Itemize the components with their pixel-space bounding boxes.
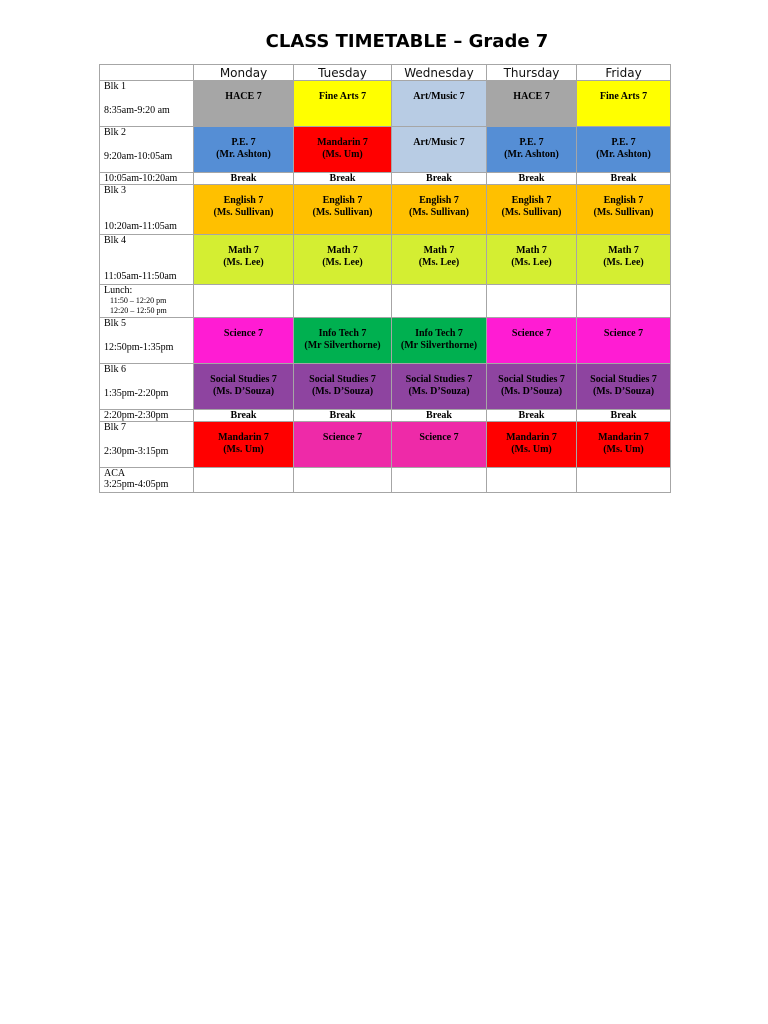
block-label: Blk 6 bbox=[104, 364, 126, 375]
subject-name: Mandarin 7 bbox=[317, 137, 368, 148]
subject-name: Social Studies 7 bbox=[498, 374, 565, 385]
class-cell bbox=[294, 185, 392, 235]
block-label: Blk 7 bbox=[104, 422, 126, 433]
subject-name: Info Tech 7 bbox=[318, 328, 367, 339]
class-cell bbox=[577, 81, 671, 127]
timetable-row bbox=[100, 173, 671, 185]
aca-cell bbox=[100, 468, 194, 493]
block-time: 2:30pm-3:15pm bbox=[104, 446, 169, 457]
subject-name: Mandarin 7 bbox=[218, 432, 269, 443]
class-cell bbox=[392, 127, 487, 173]
subject-name: Social Studies 7 bbox=[405, 374, 473, 385]
break-cell: Break bbox=[194, 173, 294, 185]
block-time: 12:50pm-1:35pm bbox=[104, 342, 174, 353]
class-cell bbox=[392, 235, 487, 285]
empty-cell bbox=[194, 285, 294, 318]
teacher-name: (Ms. D’Souza) bbox=[592, 386, 655, 397]
timetable-row bbox=[100, 185, 671, 235]
timetable-row bbox=[100, 318, 671, 364]
time-cell bbox=[100, 364, 194, 410]
timetable-row bbox=[100, 127, 671, 173]
block-time: 8:35am-9:20 am bbox=[104, 105, 170, 116]
timetable-row bbox=[100, 81, 671, 127]
class-cell bbox=[194, 185, 294, 235]
subject-name: English 7 bbox=[322, 195, 363, 206]
time-cell bbox=[100, 422, 194, 468]
lunch-time: 12:20 – 12:50 pm bbox=[110, 306, 167, 315]
class-cell bbox=[487, 81, 577, 127]
lunch-time: 11:50 – 12:20 pm bbox=[110, 296, 167, 305]
empty-cell bbox=[577, 468, 671, 493]
class-cell bbox=[194, 364, 294, 410]
aca-label: ACA bbox=[104, 468, 126, 479]
teacher-name: (Mr. Ashton) bbox=[596, 149, 651, 160]
break-cell: Break bbox=[194, 410, 294, 422]
class-cell bbox=[194, 127, 294, 173]
class-cell bbox=[294, 318, 392, 364]
subject-name: Math 7 bbox=[608, 245, 639, 256]
subject-name: Art/Music 7 bbox=[413, 91, 465, 102]
header-row bbox=[100, 65, 671, 81]
page-title: CLASS TIMETABLE – Grade 7 bbox=[265, 31, 549, 52]
timetable-row bbox=[100, 468, 671, 493]
teacher-name: (Mr. Ashton) bbox=[504, 149, 559, 160]
class-cell bbox=[392, 81, 487, 127]
block-time: 11:05am-11:50am bbox=[104, 271, 177, 282]
subject-name: Fine Arts 7 bbox=[599, 91, 648, 102]
break-cell: Break bbox=[487, 173, 577, 185]
subject-name: English 7 bbox=[511, 195, 552, 206]
subject-name: Mandarin 7 bbox=[506, 432, 557, 443]
subject-name: Info Tech 7 bbox=[415, 328, 463, 339]
subject-name: Social Studies 7 bbox=[590, 374, 657, 385]
class-cell bbox=[392, 318, 487, 364]
subject-name: Math 7 bbox=[516, 245, 547, 256]
teacher-name: (Ms. Sullivan) bbox=[501, 207, 562, 218]
teacher-name: (Ms. Um) bbox=[511, 444, 552, 455]
class-cell bbox=[194, 422, 294, 468]
aca-time: 3:25pm-4:05pm bbox=[104, 479, 169, 490]
class-cell bbox=[294, 127, 392, 173]
teacher-name: (Ms. D’Souza) bbox=[500, 386, 563, 397]
empty-cell bbox=[577, 285, 671, 318]
teacher-name: (Mr Silverthorne) bbox=[304, 340, 381, 351]
subject-name: Science 7 bbox=[511, 328, 552, 339]
break-cell: Break bbox=[392, 410, 487, 422]
class-cell bbox=[194, 318, 294, 364]
timetable-row bbox=[100, 364, 671, 410]
subject-name: Fine Arts 7 bbox=[318, 91, 367, 102]
teacher-name: (Ms. D’Souza) bbox=[408, 386, 470, 397]
class-cell bbox=[194, 81, 294, 127]
class-cell bbox=[487, 318, 577, 364]
subject-name: Science 7 bbox=[223, 328, 264, 339]
break-time-cell: 2:20pm-2:30pm bbox=[100, 410, 194, 422]
lunch-cell bbox=[100, 285, 194, 318]
subject-name: Mandarin 7 bbox=[598, 432, 649, 443]
class-cell bbox=[577, 235, 671, 285]
class-cell bbox=[392, 364, 487, 410]
subject-name: Science 7 bbox=[603, 328, 644, 339]
class-cell bbox=[392, 185, 487, 235]
subject-name: Art/Music 7 bbox=[413, 137, 465, 148]
teacher-name: (Mr. Ashton) bbox=[216, 149, 271, 160]
empty-cell bbox=[487, 468, 577, 493]
timetable-row bbox=[100, 410, 671, 422]
break-cell: Break bbox=[487, 410, 577, 422]
subject-name: Math 7 bbox=[228, 245, 259, 256]
teacher-name: (Ms. Lee) bbox=[511, 257, 552, 268]
break-cell: Break bbox=[577, 173, 671, 185]
time-cell bbox=[100, 318, 194, 364]
teacher-name: (Ms. Lee) bbox=[223, 257, 264, 268]
teacher-name: (Ms. Lee) bbox=[322, 257, 363, 268]
day-header: Friday bbox=[577, 65, 671, 81]
class-cell bbox=[577, 364, 671, 410]
teacher-name: (Ms. Sullivan) bbox=[312, 207, 373, 218]
subject-name: HACE 7 bbox=[513, 91, 550, 102]
empty-cell bbox=[392, 468, 487, 493]
class-cell bbox=[294, 81, 392, 127]
time-cell bbox=[100, 235, 194, 285]
block-time: 9:20am-10:05am bbox=[104, 151, 173, 162]
block-label: Blk 4 bbox=[104, 235, 126, 246]
block-label: Blk 3 bbox=[104, 185, 126, 196]
day-header: Thursday bbox=[487, 65, 577, 81]
teacher-name: (Ms. Um) bbox=[603, 444, 644, 455]
block-label: Blk 5 bbox=[104, 318, 126, 329]
day-header: Tuesday bbox=[294, 65, 392, 81]
break-time-cell: 10:05am-10:20am bbox=[100, 173, 194, 185]
time-cell bbox=[100, 127, 194, 173]
time-cell bbox=[100, 81, 194, 127]
class-cell bbox=[487, 127, 577, 173]
class-cell bbox=[294, 364, 392, 410]
subject-name: P.E. 7 bbox=[519, 137, 544, 148]
class-cell bbox=[294, 422, 392, 468]
class-cell bbox=[294, 235, 392, 285]
class-cell bbox=[577, 422, 671, 468]
teacher-name: (Ms. D’Souza) bbox=[311, 386, 374, 397]
empty-cell bbox=[294, 285, 392, 318]
class-cell bbox=[487, 185, 577, 235]
teacher-name: (Ms. Lee) bbox=[603, 257, 644, 268]
timetable-row bbox=[100, 422, 671, 468]
empty-cell bbox=[487, 285, 577, 318]
timetable-row bbox=[100, 285, 671, 318]
class-cell bbox=[487, 364, 577, 410]
empty-cell bbox=[392, 285, 487, 318]
timetable bbox=[99, 64, 671, 493]
subject-name: HACE 7 bbox=[225, 91, 262, 102]
subject-name: Social Studies 7 bbox=[309, 374, 376, 385]
class-cell bbox=[194, 235, 294, 285]
subject-name: English 7 bbox=[419, 195, 459, 206]
teacher-name: (Ms. Sullivan) bbox=[593, 207, 654, 218]
subject-name: Math 7 bbox=[423, 245, 455, 256]
time-cell bbox=[100, 185, 194, 235]
subject-name: English 7 bbox=[223, 195, 264, 206]
subject-name: Science 7 bbox=[322, 432, 363, 443]
break-cell: Break bbox=[294, 173, 392, 185]
class-cell bbox=[392, 422, 487, 468]
subject-name: Science 7 bbox=[419, 432, 459, 443]
day-header: Monday bbox=[194, 65, 294, 81]
empty-cell bbox=[194, 468, 294, 493]
teacher-name: (Ms. Sullivan) bbox=[213, 207, 274, 218]
block-label: Blk 1 bbox=[104, 81, 126, 92]
day-header: Wednesday bbox=[392, 65, 487, 81]
block-time: 10:20am-11:05am bbox=[104, 221, 177, 232]
teacher-name: (Mr Silverthorne) bbox=[400, 340, 478, 351]
subject-name: P.E. 7 bbox=[611, 137, 636, 148]
teacher-name: (Ms. Sullivan) bbox=[408, 207, 469, 218]
break-cell: Break bbox=[392, 173, 487, 185]
break-cell: Break bbox=[294, 410, 392, 422]
subject-name: English 7 bbox=[603, 195, 644, 206]
class-cell bbox=[487, 422, 577, 468]
class-cell bbox=[577, 318, 671, 364]
block-time: 1:35pm-2:20pm bbox=[104, 388, 169, 399]
subject-name: P.E. 7 bbox=[231, 137, 256, 148]
teacher-name: (Ms. Um) bbox=[223, 444, 264, 455]
empty-cell bbox=[294, 468, 392, 493]
teacher-name: (Ms. D’Souza) bbox=[212, 386, 275, 397]
timetable-row bbox=[100, 235, 671, 285]
corner-cell bbox=[100, 65, 194, 81]
teacher-name: (Ms. Lee) bbox=[418, 257, 460, 268]
subject-name: Social Studies 7 bbox=[210, 374, 277, 385]
class-cell bbox=[577, 185, 671, 235]
lunch-label: Lunch: bbox=[104, 285, 133, 296]
subject-name: Math 7 bbox=[327, 245, 358, 256]
break-cell: Break bbox=[577, 410, 671, 422]
teacher-name: (Ms. Um) bbox=[322, 149, 363, 160]
class-cell bbox=[577, 127, 671, 173]
class-cell bbox=[487, 235, 577, 285]
block-label: Blk 2 bbox=[104, 127, 126, 138]
